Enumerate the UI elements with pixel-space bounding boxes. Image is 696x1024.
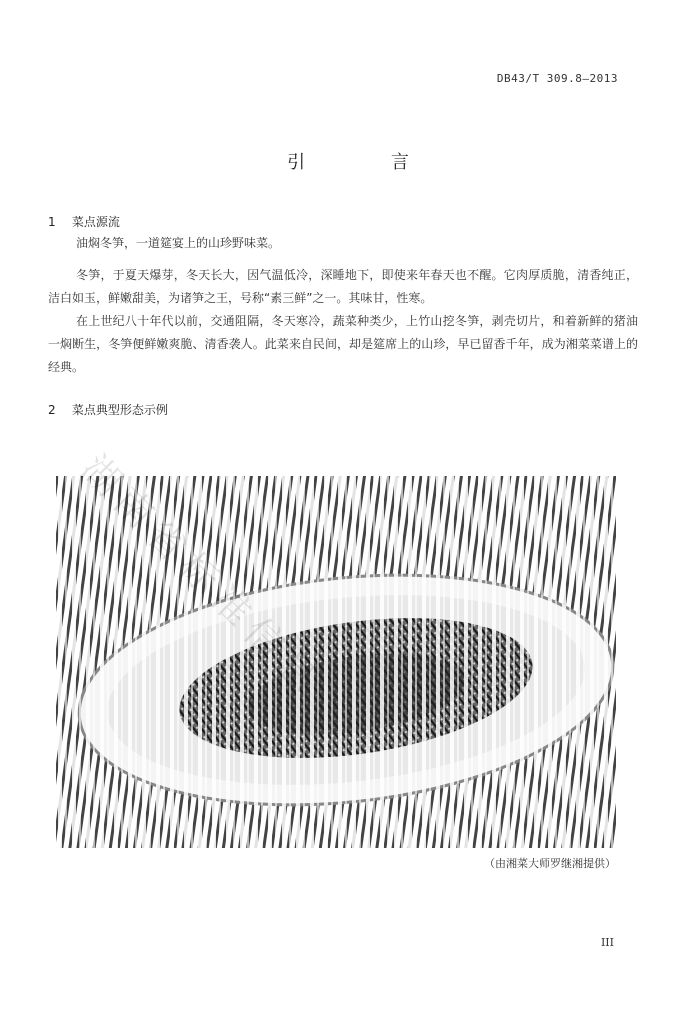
section-1-heading	[48, 213, 120, 230]
section-number: 2	[48, 403, 56, 417]
page-title: 引 言	[287, 152, 449, 173]
section-number: 1	[48, 215, 56, 229]
section-2-heading	[48, 401, 168, 418]
paragraph-intro: 油焖冬笋，一道筵宴上的山珍野味菜。	[76, 236, 281, 250]
dish-photo-graphic	[56, 476, 616, 848]
section-heading-text: 菜点源流	[71, 215, 120, 229]
figure-caption: （由湘菜大师罗继湘提供）	[484, 857, 616, 870]
paragraph-winter-bamboo: 冬笋，于夏天爆芽，冬天长大，因气温低冷，深睡地下，即使来年春天也不醒。它肉厚质脆，清香纯正，洁白如玉，鲜嫩甜美，为诸笋之王，号称“素三鲜”之一。其味甘，性寒。	[48, 268, 638, 305]
paragraph-history: 在上世纪八十年代以前，交通阻隔，冬天寒冷，蔬菜种类少，上竹山挖冬笋，剥壳切片，和着新鲜的猪油一焖断生，冬笋便鲜嫩爽脆、清香袭人。此菜来自民间，却是筵席上的山珍，早已留香千年，成为湘菜菜谱上的经典。	[48, 314, 638, 374]
section-heading-text: 菜点典型形态示例	[71, 403, 168, 417]
dish-photo	[56, 476, 616, 848]
page-number: III	[600, 936, 614, 949]
standard-code: DB43/T 309.8—2013	[496, 72, 618, 85]
